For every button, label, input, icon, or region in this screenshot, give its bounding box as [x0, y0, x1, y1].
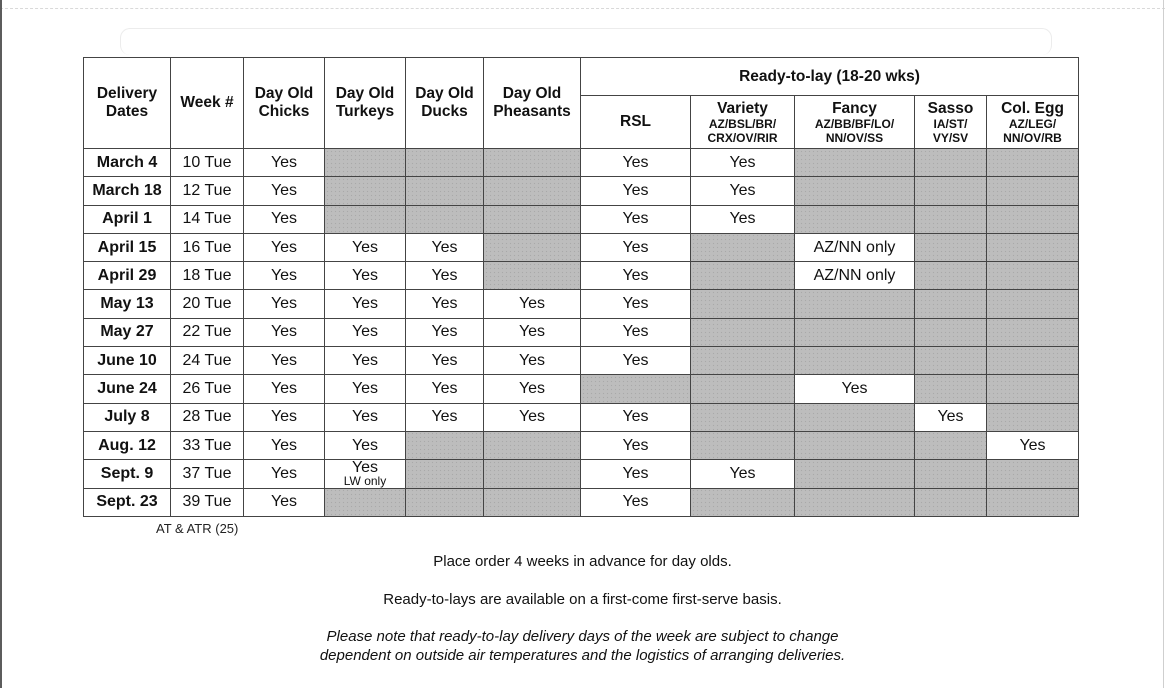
turkeys-cell: Yes [325, 431, 406, 459]
date-cell: April 15 [84, 233, 171, 261]
date-cell: July 8 [84, 403, 171, 431]
unavailable-cell [484, 460, 581, 488]
footnote-turkey-note: AT & ATR (25) [156, 521, 239, 536]
unavailable-cell [691, 318, 795, 346]
unavailable-cell [795, 205, 915, 233]
table-row [84, 347, 1079, 375]
chicks-cell: Yes [244, 431, 325, 459]
rsl-cell: Yes [581, 262, 691, 290]
unavailable-cell [406, 431, 484, 459]
scan-artifact-line [0, 8, 1165, 9]
table-row [84, 290, 1079, 318]
unavailable-cell [987, 347, 1079, 375]
turkeys-cell: Yes [325, 347, 406, 375]
variety-cell: Yes [691, 177, 795, 205]
unavailable-cell [484, 205, 581, 233]
turkeys-note: LW only [343, 473, 387, 488]
unavailable-cell [484, 262, 581, 290]
header-day-old-pheasants: Day Old Pheasants [484, 58, 581, 149]
unavailable-cell [795, 318, 915, 346]
unavailable-cell [484, 431, 581, 459]
unavailable-cell [406, 205, 484, 233]
table-row [84, 431, 1079, 459]
chicks-cell: Yes [244, 290, 325, 318]
rsl-cell: Yes [581, 318, 691, 346]
header-fancy-breeds: AZ/BB/BF/LO/ NN/OV/SS [814, 116, 895, 145]
unavailable-cell [915, 318, 987, 346]
page-edge-right [1163, 0, 1164, 688]
week-cell: 24 Tue [171, 347, 244, 375]
fancy-cell: Yes [795, 375, 915, 403]
week-cell: 14 Tue [171, 205, 244, 233]
unavailable-cell [406, 177, 484, 205]
unavailable-cell [915, 262, 987, 290]
week-cell: 10 Tue [171, 149, 244, 177]
unavailable-cell [406, 460, 484, 488]
unavailable-cell [691, 290, 795, 318]
unavailable-cell [915, 290, 987, 318]
sasso-cell: Yes [915, 403, 987, 431]
page-edge-left [0, 0, 2, 688]
header-sasso-breeds: IA/ST/ VY/SV [932, 116, 969, 145]
note-first-come: Ready-to-lays are available on a first-come first-serve basis. [383, 591, 782, 608]
date-cell: Sept. 23 [84, 488, 171, 516]
header-sasso [915, 96, 987, 149]
unavailable-cell [406, 149, 484, 177]
header-delivery-dates: Delivery Dates [84, 58, 171, 149]
chicks-cell: Yes [244, 375, 325, 403]
col-egg-cell: Yes [987, 431, 1079, 459]
ducks-cell: Yes [406, 262, 484, 290]
turkeys-cell: Yes [325, 318, 406, 346]
table-row [84, 262, 1079, 290]
pheasants-cell: Yes [484, 318, 581, 346]
unavailable-cell [915, 205, 987, 233]
turkeys-value: Yes [351, 458, 379, 476]
date-cell: Sept. 9 [84, 460, 171, 488]
unavailable-cell [915, 177, 987, 205]
table-row [84, 205, 1079, 233]
header-col-egg-title: Col. Egg [1001, 99, 1064, 117]
date-cell: March 18 [84, 177, 171, 205]
ducks-cell: Yes [406, 403, 484, 431]
unavailable-cell [795, 347, 915, 375]
unavailable-cell [987, 460, 1079, 488]
note-disclaimer-line2: dependent on outside air temperatures and the logistics of arranging deliveries. [319, 647, 846, 664]
header-day-old-turkeys: Day Old Turkeys [325, 58, 406, 149]
header-day-old-chicks: Day Old Chicks [244, 58, 325, 149]
rsl-cell: Yes [581, 431, 691, 459]
unavailable-cell [325, 205, 406, 233]
header-ready-to-lay: Ready-to-lay (18-20 wks) [581, 58, 1079, 96]
unavailable-cell [325, 177, 406, 205]
ducks-cell: Yes [406, 375, 484, 403]
unavailable-cell [915, 488, 987, 516]
pheasants-cell: Yes [484, 375, 581, 403]
table-row [84, 149, 1079, 177]
week-cell: 22 Tue [171, 318, 244, 346]
header-fancy-title: Fancy [832, 99, 877, 117]
rsl-cell: Yes [581, 403, 691, 431]
unavailable-cell [691, 233, 795, 261]
table-row [84, 403, 1079, 431]
date-cell: June 10 [84, 347, 171, 375]
ducks-cell: Yes [406, 233, 484, 261]
unavailable-cell [987, 177, 1079, 205]
turkeys-cell: Yes [325, 375, 406, 403]
unavailable-cell [987, 290, 1079, 318]
header-variety-title: Variety [717, 99, 768, 117]
week-cell: 12 Tue [171, 177, 244, 205]
note-disclaimer-line1: Please note that ready-to-lay delivery days of the week are subject to change [326, 628, 839, 645]
unavailable-cell [691, 488, 795, 516]
pheasants-cell: Yes [484, 347, 581, 375]
rsl-cell: Yes [581, 290, 691, 318]
unavailable-cell [987, 262, 1079, 290]
variety-cell: Yes [691, 149, 795, 177]
unavailable-cell [795, 149, 915, 177]
unavailable-cell [484, 488, 581, 516]
week-cell: 18 Tue [171, 262, 244, 290]
unavailable-cell [795, 431, 915, 459]
chicks-cell: Yes [244, 318, 325, 346]
delivery-schedule-table [83, 57, 1079, 517]
header-col-egg [987, 96, 1079, 149]
unavailable-cell [915, 431, 987, 459]
chicks-cell: Yes [244, 205, 325, 233]
unavailable-cell [325, 149, 406, 177]
unavailable-cell [484, 233, 581, 261]
chicks-cell: Yes [244, 233, 325, 261]
ducks-cell: Yes [406, 290, 484, 318]
unavailable-cell [795, 488, 915, 516]
unavailable-cell [795, 460, 915, 488]
rsl-cell: Yes [581, 177, 691, 205]
unavailable-cell [915, 233, 987, 261]
unavailable-cell [987, 318, 1079, 346]
rsl-cell: Yes [581, 460, 691, 488]
chicks-cell: Yes [244, 403, 325, 431]
turkeys-cell: Yes [325, 290, 406, 318]
header-fancy [795, 96, 915, 149]
fancy-cell: AZ/NN only [795, 262, 915, 290]
header-col-egg-breeds: AZ/LEG/ NN/OV/RB [1003, 116, 1062, 145]
rsl-cell: Yes [581, 149, 691, 177]
unavailable-cell [915, 460, 987, 488]
header-variety [691, 96, 795, 149]
unavailable-cell [691, 375, 795, 403]
table-row [84, 177, 1079, 205]
variety-cell: Yes [691, 460, 795, 488]
pheasants-cell: Yes [484, 290, 581, 318]
week-cell: 28 Tue [171, 403, 244, 431]
unavailable-cell [406, 488, 484, 516]
date-cell: May 13 [84, 290, 171, 318]
rsl-cell: Yes [581, 205, 691, 233]
unavailable-cell [915, 149, 987, 177]
turkeys-cell: Yes [325, 262, 406, 290]
table-row [84, 460, 1079, 488]
table-row [84, 318, 1079, 346]
header-variety-breeds: AZ/BSL/BR/ CRX/OV/RIR [707, 116, 778, 145]
unavailable-cell [795, 290, 915, 318]
date-cell: April 29 [84, 262, 171, 290]
week-cell: 26 Tue [171, 375, 244, 403]
pheasants-cell: Yes [484, 403, 581, 431]
date-cell: April 1 [84, 205, 171, 233]
header-week: Week # [171, 58, 244, 149]
unavailable-cell [691, 431, 795, 459]
ducks-cell: Yes [406, 318, 484, 346]
unavailable-cell [987, 233, 1079, 261]
header-day-old-ducks: Day Old Ducks [406, 58, 484, 149]
unavailable-cell [581, 375, 691, 403]
unavailable-cell [795, 403, 915, 431]
unavailable-cell [987, 488, 1079, 516]
unavailable-cell [484, 149, 581, 177]
unavailable-cell [987, 149, 1079, 177]
ducks-cell: Yes [406, 347, 484, 375]
table-row [84, 233, 1079, 261]
rsl-cell: Yes [581, 347, 691, 375]
week-cell: 20 Tue [171, 290, 244, 318]
chicks-cell: Yes [244, 460, 325, 488]
unavailable-cell [325, 488, 406, 516]
rsl-cell: Yes [581, 488, 691, 516]
note-order-advance: Place order 4 weeks in advance for day olds. [433, 553, 732, 570]
header-rsl: RSL [581, 96, 691, 149]
turkeys-cell [325, 460, 406, 488]
unavailable-cell [987, 403, 1079, 431]
unavailable-cell [987, 205, 1079, 233]
date-cell: June 24 [84, 375, 171, 403]
chicks-cell: Yes [244, 149, 325, 177]
scan-artifact-outline [120, 28, 1052, 55]
turkeys-cell: Yes [325, 233, 406, 261]
unavailable-cell [795, 177, 915, 205]
week-cell: 39 Tue [171, 488, 244, 516]
unavailable-cell [691, 262, 795, 290]
rsl-cell: Yes [581, 233, 691, 261]
chicks-cell: Yes [244, 262, 325, 290]
chicks-cell: Yes [244, 488, 325, 516]
header-sasso-title: Sasso [927, 99, 974, 117]
turkeys-cell: Yes [325, 403, 406, 431]
unavailable-cell [691, 347, 795, 375]
table-row [84, 488, 1079, 516]
variety-cell: Yes [691, 205, 795, 233]
week-cell: 16 Tue [171, 233, 244, 261]
schedule-body [84, 149, 1079, 517]
table-row [84, 375, 1079, 403]
chicks-cell: Yes [244, 177, 325, 205]
date-cell: March 4 [84, 149, 171, 177]
week-cell: 33 Tue [171, 431, 244, 459]
week-cell: 37 Tue [171, 460, 244, 488]
chicks-cell: Yes [244, 347, 325, 375]
date-cell: May 27 [84, 318, 171, 346]
date-cell: Aug. 12 [84, 431, 171, 459]
unavailable-cell [915, 375, 987, 403]
fancy-cell: AZ/NN only [795, 233, 915, 261]
unavailable-cell [987, 375, 1079, 403]
unavailable-cell [915, 347, 987, 375]
unavailable-cell [691, 403, 795, 431]
unavailable-cell [484, 177, 581, 205]
